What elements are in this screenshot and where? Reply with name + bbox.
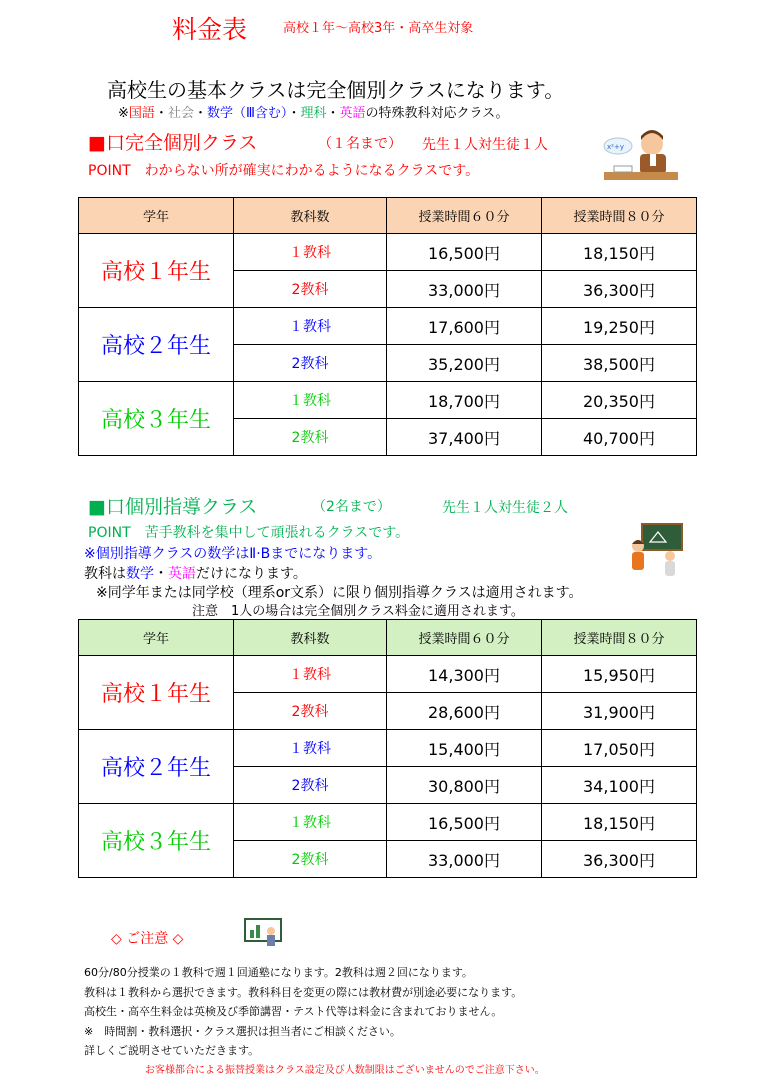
svg-text:x²+y: x²+y: [607, 143, 624, 151]
subjects-cell: 2教科: [234, 419, 387, 456]
table-header-row: [79, 198, 697, 234]
subject-science: 理科: [300, 106, 327, 121]
table-row: [79, 382, 697, 419]
caution-line: 高校生・高卒生料金は英検及び季節講習・テスト代等は料金に含まれておりません。: [84, 1005, 503, 1018]
section2-ratio: 先生１人対生徒２人: [442, 500, 568, 516]
grade-cell: 高校３年生: [79, 382, 234, 456]
header-fee-80: 授業時間８０分: [542, 620, 697, 656]
math-scope-note: ※個別指導クラスの数学はⅡ·Bまでになります。: [84, 546, 382, 562]
special-subjects-line: ※国語・社会・数学（Ⅲ含む）・理科・英語の特殊教科対応クラス。: [118, 106, 509, 121]
guided-individual-price-table: [78, 619, 697, 878]
caution-line: 教科は１教科から選択できます。教科科目を変更の際には教材費が別途必要になります。: [84, 986, 523, 999]
fee60-cell: 33,000円: [387, 271, 542, 308]
page-subtitle: 高校１年～高校3年・高卒生対象: [283, 21, 474, 36]
presentation-icon: [244, 918, 282, 948]
caution-line: 60分/80分授業の１教科で週１回通塾になります。2教科は週２回になります。: [84, 966, 473, 979]
caution-title: ◇ ご注意 ◇: [111, 931, 184, 947]
blackboard-teacher-icon: [626, 522, 686, 578]
caution-line: 詳しくご説明させていただきます。: [84, 1044, 260, 1057]
subject-math: 数学（Ⅲ含む）: [206, 106, 288, 121]
fee60-cell: 18,700円: [387, 382, 542, 419]
fee60-cell: 16,500円: [387, 804, 542, 841]
table-row: [79, 308, 697, 345]
subjects-note: 教科は数学・英語だけになります。: [84, 566, 307, 582]
subjects-cell: １教科: [234, 382, 387, 419]
fee60-cell: 16,500円: [387, 234, 542, 271]
fee80-cell: 38,500円: [542, 345, 697, 382]
table-row: [79, 730, 697, 767]
headline: 高校生の基本クラスは完全個別クラスになります。: [107, 78, 565, 102]
section2-limit: （2名まで）: [312, 499, 391, 515]
makeup-lesson-note: お客様都合による振替授業はクラス設定及び人数制限はございませんのでご注意下さい。: [145, 1065, 545, 1076]
grade-cell: 高校３年生: [79, 804, 234, 878]
section2-title: ■口個別指導クラス: [88, 496, 258, 518]
fee80-cell: 34,100円: [542, 767, 697, 804]
subjects-cell: １教科: [234, 656, 387, 693]
fee60-cell: 30,800円: [387, 767, 542, 804]
table-row: [79, 656, 697, 693]
section1-ratio: 先生１人対生徒１人: [422, 137, 548, 153]
single-student-note: 注意 1人の場合は完全個別クラス料金に適用されます。: [192, 604, 524, 619]
subjects-cell: 2教科: [234, 693, 387, 730]
header-grade: 学年: [79, 198, 234, 234]
fee80-cell: 36,300円: [542, 271, 697, 308]
table-header-row: [79, 620, 697, 656]
subject-social: 社会: [167, 106, 194, 121]
subjects-cell: 2教科: [234, 345, 387, 382]
subject-japanese: 国語: [128, 106, 155, 121]
same-school-note: ※同学年または同学校（理系or文系）に限り個別指導クラスは適用されます。: [96, 585, 583, 601]
subject-english: 英語: [339, 106, 366, 121]
fee60-cell: 35,200円: [387, 345, 542, 382]
table-row: [79, 804, 697, 841]
header-fee-60: 授業時間６０分: [387, 198, 542, 234]
fee60-cell: 17,600円: [387, 308, 542, 345]
caution-line: ※ 時間割・教科選択・クラス選択は担当者にご相談ください。: [84, 1025, 401, 1038]
fee80-cell: 15,950円: [542, 656, 697, 693]
fee60-cell: 37,400円: [387, 419, 542, 456]
fee80-cell: 31,900円: [542, 693, 697, 730]
fee60-cell: 28,600円: [387, 693, 542, 730]
header-subjects: 教科数: [234, 198, 387, 234]
fee80-cell: 36,300円: [542, 841, 697, 878]
header-subjects: 教科数: [234, 620, 387, 656]
grade-cell: 高校１年生: [79, 234, 234, 308]
fee80-cell: 20,350円: [542, 382, 697, 419]
header-fee-60: 授業時間６０分: [387, 620, 542, 656]
subjects-cell: 2教科: [234, 841, 387, 878]
fee60-cell: 14,300円: [387, 656, 542, 693]
subjects-cell: 2教科: [234, 767, 387, 804]
full-individual-price-table: [78, 197, 697, 456]
section2-point: POINT 苦手教科を集中して頑張れるクラスです。: [88, 525, 410, 541]
grade-cell: 高校２年生: [79, 730, 234, 804]
fee80-cell: 19,250円: [542, 308, 697, 345]
subjects-cell: １教科: [234, 308, 387, 345]
subjects-cell: 2教科: [234, 271, 387, 308]
section1-title: ■口完全個別クラス: [88, 132, 258, 154]
fee60-cell: 15,400円: [387, 730, 542, 767]
subjects-cell: １教科: [234, 804, 387, 841]
fee80-cell: 40,700円: [542, 419, 697, 456]
fee80-cell: 17,050円: [542, 730, 697, 767]
table-row: [79, 234, 697, 271]
header-grade: 学年: [79, 620, 234, 656]
grade-cell: 高校１年生: [79, 656, 234, 730]
section1-point: POINT わからない所が確実にわかるようになるクラスです。: [88, 163, 480, 179]
fee80-cell: 18,150円: [542, 234, 697, 271]
grade-cell: 高校２年生: [79, 308, 234, 382]
page-title: 料金表: [172, 15, 248, 44]
fee60-cell: 33,000円: [387, 841, 542, 878]
subjects-cell: １教科: [234, 234, 387, 271]
subjects-cell: １教科: [234, 730, 387, 767]
section1-limit: （１名まで）: [318, 136, 402, 152]
teacher-desk-icon: [598, 124, 682, 190]
header-fee-80: 授業時間８０分: [542, 198, 697, 234]
fee80-cell: 18,150円: [542, 804, 697, 841]
